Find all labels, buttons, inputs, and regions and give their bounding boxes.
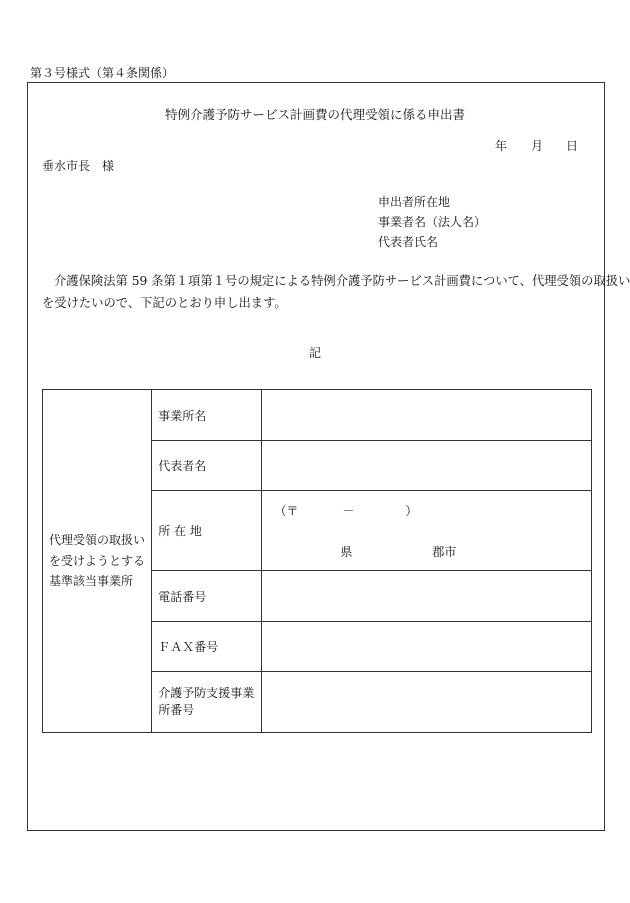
support-number-field[interactable] <box>262 672 592 733</box>
body-text <box>42 270 630 314</box>
table-row <box>43 390 592 441</box>
details-table <box>42 389 592 733</box>
applicant-address-label: 申出者所在地 <box>378 195 451 209</box>
representative-label: 代表者名 <box>152 441 262 491</box>
form-number: 第３号様式（第４条関係） <box>30 66 175 80</box>
addressee: 垂水市長 様 <box>42 159 115 173</box>
district-label: 郡市 <box>432 545 457 559</box>
applicant-business-name-label: 事業者名（法人名） <box>378 215 487 229</box>
form-title: 特例介護予防サービス計画費の代理受領に係る申出書 <box>164 107 465 122</box>
fax-label: ＦＡＸ番号 <box>152 622 262 672</box>
phone-label: 電話番号 <box>152 571 262 622</box>
support-number-label: 介護予防支援事業所番号 <box>152 672 262 733</box>
location-field[interactable] <box>262 491 592 571</box>
date-year: 年 <box>495 139 508 153</box>
postal-dash: － <box>342 504 355 518</box>
postal-close: ） <box>405 504 418 518</box>
ki-heading: 記 <box>308 346 321 360</box>
body-line-1: 介護保険法第 59 条第１項第１号の規定による特例介護予防サービス計画費について、代理受領の取扱い <box>54 274 630 288</box>
postal-open: （〒 <box>274 504 299 518</box>
phone-field[interactable] <box>262 571 592 622</box>
location-label: 所 在 地 <box>152 491 262 571</box>
fax-field[interactable] <box>262 622 592 672</box>
office-name-label: 事業所名 <box>152 390 262 441</box>
applicant-representative-label: 代表者氏名 <box>378 235 439 249</box>
date-month: 月 <box>531 139 544 153</box>
date-day: 日 <box>566 139 579 153</box>
body-line-2: を受けたいので、下記のとおり申し出ます。 <box>42 296 287 310</box>
office-name-field[interactable] <box>262 390 592 441</box>
prefecture-label: 県 <box>340 545 353 559</box>
representative-field[interactable] <box>262 441 592 491</box>
group-label: 代理受領の取扱いを受けようとする基準該当事業所 <box>43 390 152 733</box>
